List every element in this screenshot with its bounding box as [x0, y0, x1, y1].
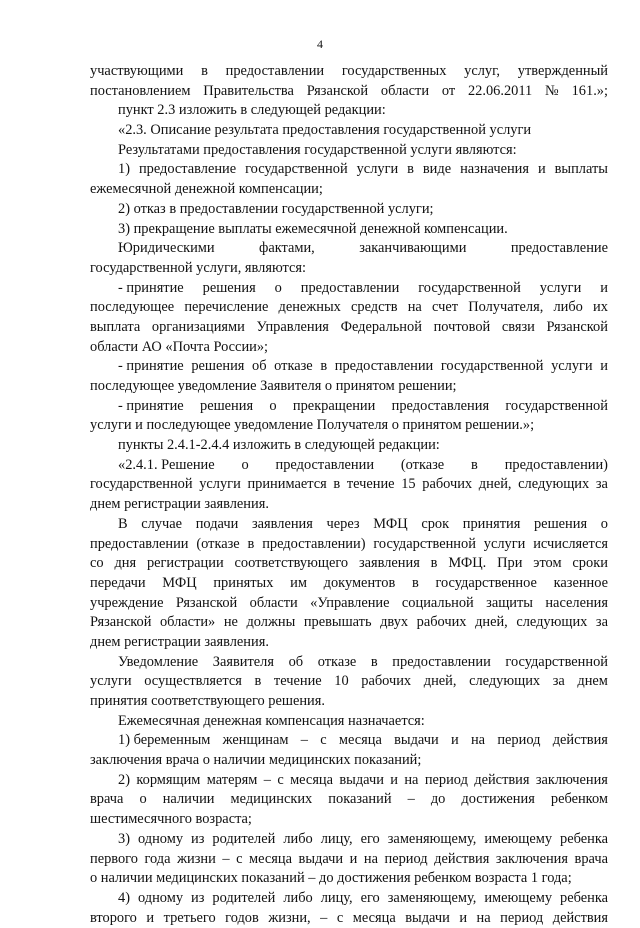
word: области» [159, 614, 216, 631]
word: предоставления [391, 397, 490, 414]
word: МФЦ [162, 574, 197, 591]
word: защиты [486, 594, 533, 611]
word: месяца [352, 909, 396, 926]
word: предоставлении) [504, 456, 608, 473]
word: предоставление [510, 240, 608, 257]
text-line [90, 889, 608, 909]
word: либо [283, 889, 313, 906]
word: лицу, [320, 830, 353, 847]
word: ребенка [560, 889, 608, 906]
word: – [263, 771, 271, 788]
text-line [90, 298, 608, 318]
word: заканчивающими [359, 240, 467, 257]
word: в [320, 358, 328, 375]
text-line: ежемесячной денежной компенсации; [90, 181, 323, 198]
word: государственное [435, 574, 537, 591]
text-line [90, 850, 608, 870]
word: «Управление [310, 594, 390, 611]
word: следующих [469, 673, 541, 690]
word: утвержденный [517, 63, 608, 79]
word: предоставлении [90, 535, 189, 552]
word: Рязанской [90, 614, 152, 631]
word: сроки [572, 555, 608, 572]
word: период [500, 909, 544, 926]
text-line [90, 475, 608, 495]
word: выдачи [298, 850, 344, 867]
word: организациями [151, 318, 245, 335]
word: предоставлении [300, 279, 400, 296]
word: 4) [118, 889, 130, 906]
text-line [90, 82, 608, 102]
word: 1) [118, 161, 130, 178]
text-line: «2.3. Описание результата предоставления государственной услуги [118, 122, 532, 139]
word: перечисление [184, 299, 269, 316]
word: «2.4.1. Решение [118, 456, 215, 473]
word: их [593, 299, 608, 316]
word: заявления [358, 555, 420, 572]
word: Уведомление [118, 653, 199, 670]
word: заменяющему, [387, 830, 477, 847]
text-line: услуги и последующее уведомление Получателя о принятом решении.»; [90, 417, 535, 434]
word: услуги [356, 161, 399, 178]
text-line [90, 554, 608, 574]
word: рабочих [416, 614, 467, 631]
text-line [90, 613, 608, 633]
word: счет [432, 299, 459, 316]
text-line [90, 279, 608, 299]
word: области [249, 594, 298, 611]
word: следующих [518, 476, 590, 493]
word: родителей [212, 889, 276, 906]
word: годов [225, 909, 259, 926]
word: социальной [401, 594, 474, 611]
word: услуги [90, 673, 132, 690]
text-line: днем регистрации заявления. [90, 633, 269, 650]
word: имеющему [484, 889, 553, 906]
text-line [90, 830, 608, 850]
word: и [390, 771, 398, 788]
word: в [407, 161, 414, 178]
word: и [146, 909, 155, 926]
document-body [90, 62, 608, 928]
word: ребенка [560, 830, 608, 847]
word: им [290, 574, 307, 591]
word: (отказе [196, 535, 240, 552]
word: подачи [195, 515, 239, 532]
word: предоставлении [392, 653, 491, 670]
word: Рязанской [175, 594, 238, 611]
word: о [274, 279, 282, 296]
word: и [600, 279, 608, 296]
text-line: принятия соответствующего решения. [90, 693, 325, 709]
word: месяца [338, 732, 382, 749]
text-line [90, 653, 608, 673]
word: заявления [251, 515, 313, 532]
word: должны [246, 614, 296, 631]
word: матерям [206, 771, 258, 788]
word: не [223, 614, 238, 631]
word: одному [137, 830, 184, 847]
word: этом [533, 555, 562, 572]
word: рабочих [422, 476, 473, 493]
word: отказе [317, 653, 357, 670]
text-line: заключения врача о наличии медицинских показаний; [90, 752, 422, 769]
word: решения [200, 397, 254, 414]
word: дней, [475, 614, 508, 631]
word: виде [422, 161, 452, 178]
word: кормящим [136, 771, 201, 788]
word: рабочих [361, 673, 412, 690]
text-line [90, 62, 608, 82]
word: достижения [461, 791, 535, 808]
word: заключения [495, 850, 568, 867]
word: показаний [328, 791, 392, 808]
word: государственной [245, 161, 348, 178]
word: на [407, 299, 422, 316]
word: через [326, 515, 360, 532]
text-line [90, 790, 608, 810]
word: превышать [303, 614, 372, 631]
text-line [90, 909, 608, 928]
word: предоставлении [334, 358, 434, 375]
word: связи [501, 318, 535, 335]
word: выплата [90, 318, 141, 335]
word: из [191, 889, 205, 906]
text-line [90, 731, 608, 751]
word: принимается [247, 476, 327, 493]
text-line [90, 357, 608, 377]
word: – [222, 850, 230, 867]
word: государственной [418, 279, 521, 296]
word: регистрации [146, 555, 224, 572]
word: на [404, 771, 419, 788]
word: в [254, 673, 262, 690]
word: государственной [440, 358, 544, 375]
word: государственной [373, 535, 476, 552]
word: 2) [118, 771, 130, 788]
text-line [90, 397, 608, 417]
word: дня [114, 555, 137, 572]
word: следующих [516, 614, 588, 631]
word: в [430, 555, 438, 572]
word: услуг, [464, 63, 501, 79]
word: постановлением [90, 82, 191, 99]
word: соответствующего [234, 555, 349, 572]
word: период [384, 850, 428, 867]
word: передачи [90, 574, 146, 591]
word: либо [283, 830, 313, 847]
word: (отказе [400, 456, 445, 473]
word: При [497, 555, 523, 572]
word: 3) [118, 830, 130, 847]
word: государственной [505, 397, 608, 414]
word: второго [90, 909, 137, 926]
word: отказе [274, 358, 313, 375]
word: дней, [478, 476, 512, 493]
word: в [411, 574, 419, 591]
word: Управления [256, 318, 329, 335]
word: течение [273, 673, 322, 690]
text-line [90, 535, 608, 555]
text-line [90, 160, 608, 180]
word: о [600, 515, 608, 532]
word: 22.06.2011 [467, 82, 533, 99]
word: прекращении [292, 397, 376, 414]
word: В [118, 515, 128, 532]
word: третьего [163, 909, 216, 926]
word: участвующими [90, 63, 184, 79]
word: либо [553, 299, 583, 316]
word: об [252, 358, 267, 375]
word: казенное [553, 574, 608, 591]
word: на [470, 732, 486, 749]
word: выдачи [405, 909, 450, 926]
word: срок [421, 515, 450, 532]
word: о [139, 791, 147, 808]
word: денежных [278, 299, 341, 316]
word: от [441, 82, 456, 99]
text-line [90, 594, 608, 614]
word: решения [202, 279, 256, 296]
word: принятия [462, 515, 521, 532]
word: с [236, 850, 243, 867]
text-line: днем регистрации заявления. [90, 496, 269, 513]
word: ребенком [550, 791, 608, 808]
word: и [537, 161, 546, 178]
word: за [595, 476, 608, 493]
word: - принятие [118, 279, 184, 296]
word: врача [574, 850, 608, 867]
word: исчисляется [533, 535, 608, 552]
word: его [360, 889, 380, 906]
word: принятых [213, 574, 274, 591]
word: о [241, 456, 249, 473]
word: решения [533, 515, 588, 532]
word: двух [380, 614, 409, 631]
word: предоставлении) [262, 535, 366, 552]
text-line [90, 515, 608, 535]
word: случае [141, 515, 183, 532]
word: месяца [290, 771, 334, 788]
text-line: области АО «Почта России»; [90, 338, 269, 355]
text-line: шестимесячного возраста; [90, 811, 252, 828]
word: документов [323, 574, 396, 591]
word: жизни [177, 850, 216, 867]
text-line: пункт 2.3 изложить в следующей редакции: [118, 102, 386, 119]
word: – [407, 791, 415, 808]
word: предоставлении [225, 63, 325, 79]
word: осуществляется [144, 673, 242, 690]
word: заменяющему, [387, 889, 477, 906]
word: на [363, 850, 378, 867]
word: 10 [334, 673, 349, 690]
word: действия [474, 771, 530, 788]
word: его [360, 830, 380, 847]
word: о [269, 397, 277, 414]
word: медицинских [230, 791, 313, 808]
word: Федеральной [340, 318, 422, 335]
text-line [90, 456, 608, 476]
text-line: о наличии медицинских показаний – до достижения ребенком возраста 1 года; [90, 870, 572, 887]
word: в [370, 653, 378, 670]
word: Юридическими [118, 240, 215, 257]
text-line: Ежемесячная денежная компенсация назначается: [118, 712, 425, 729]
word: предоставлении [275, 456, 375, 473]
word: услуги [483, 535, 526, 552]
word: выплаты [554, 161, 608, 178]
word: об [288, 653, 304, 670]
word: женщинам [222, 732, 289, 749]
page-number: 4 [317, 37, 323, 51]
word: на [476, 909, 491, 926]
word: до [430, 791, 446, 808]
word: из [191, 830, 205, 847]
word: 1) беременным [118, 732, 211, 749]
word: месяца [249, 850, 292, 867]
word: № [545, 82, 559, 99]
word: родителей [212, 830, 276, 847]
word: Получателя, [468, 299, 544, 316]
word: государственной [505, 653, 608, 670]
word: наличии [162, 791, 215, 808]
text-line [90, 239, 608, 259]
word: Рязанской [546, 318, 608, 335]
word: в [333, 476, 341, 493]
word: услуги [199, 476, 241, 493]
word: области [380, 82, 430, 99]
word: за [552, 673, 565, 690]
word: врача [90, 791, 124, 808]
text-line [90, 771, 608, 791]
word: и [450, 732, 459, 749]
word: учреждение [90, 594, 164, 611]
word: - принятие [118, 397, 184, 414]
word: период [497, 732, 541, 749]
word: заключения [535, 771, 608, 788]
word: Рязанской [306, 82, 369, 99]
word: одному [137, 889, 184, 906]
word: действия [552, 909, 608, 926]
text-line: 2) отказ в предоставлении государственной услуги; [118, 200, 434, 217]
word: услуги [551, 358, 593, 375]
word: с [320, 732, 327, 749]
word: услуги [539, 279, 582, 296]
word: действия [552, 732, 608, 749]
word: течение [346, 476, 395, 493]
word: и [349, 850, 358, 867]
word: со [90, 555, 104, 572]
word: Заявителя [212, 653, 274, 670]
word: и [459, 909, 468, 926]
text-line [90, 574, 608, 594]
word: фактами, [259, 240, 315, 257]
text-line [90, 318, 608, 338]
word: государственных [341, 63, 447, 79]
word: решения [191, 358, 245, 375]
word: средств [350, 299, 398, 316]
word: в [201, 63, 208, 79]
word: жизни, [268, 909, 311, 926]
word: лицу, [320, 889, 353, 906]
word: дней, [423, 673, 457, 690]
text-line: 3) прекращение выплаты ежемесячной денежной компенсации. [118, 220, 508, 237]
word: имеющему [484, 830, 553, 847]
word: днем [577, 673, 608, 690]
word: года [144, 850, 171, 867]
word: МФЦ. [448, 555, 487, 572]
word: почтовой [433, 318, 491, 335]
word: предоставление [138, 161, 237, 178]
text-line: Результатами предоставления государственной услуги являются: [118, 141, 517, 158]
word: 15 [401, 476, 416, 493]
text-line: государственной услуги, являются: [90, 259, 306, 276]
word: в [471, 456, 478, 473]
word: – [300, 732, 308, 749]
word: и [600, 358, 608, 375]
word: за [595, 614, 608, 631]
word: населения [545, 594, 608, 611]
word: последующее [90, 299, 175, 316]
word: Правительства [203, 82, 294, 99]
word: с [336, 909, 344, 926]
word: 161.»; [571, 82, 608, 99]
word: с [277, 771, 284, 788]
word: выдачи [394, 732, 439, 749]
word: период [424, 771, 468, 788]
word: - принятие [118, 358, 184, 375]
word: государственной [90, 476, 193, 493]
word: в [247, 535, 255, 552]
word: первого [90, 850, 138, 867]
text-line: последующее уведомление Заявителя о принятом решении; [90, 378, 457, 394]
word: назначения [460, 161, 529, 178]
word: выдачи [339, 771, 384, 788]
word: МФЦ [373, 515, 408, 532]
text-line [90, 672, 608, 692]
word: – [320, 909, 328, 926]
word: действия [434, 850, 490, 867]
text-line: пункты 2.4.1-2.4.4 изложить в следующей редакции: [118, 437, 440, 454]
